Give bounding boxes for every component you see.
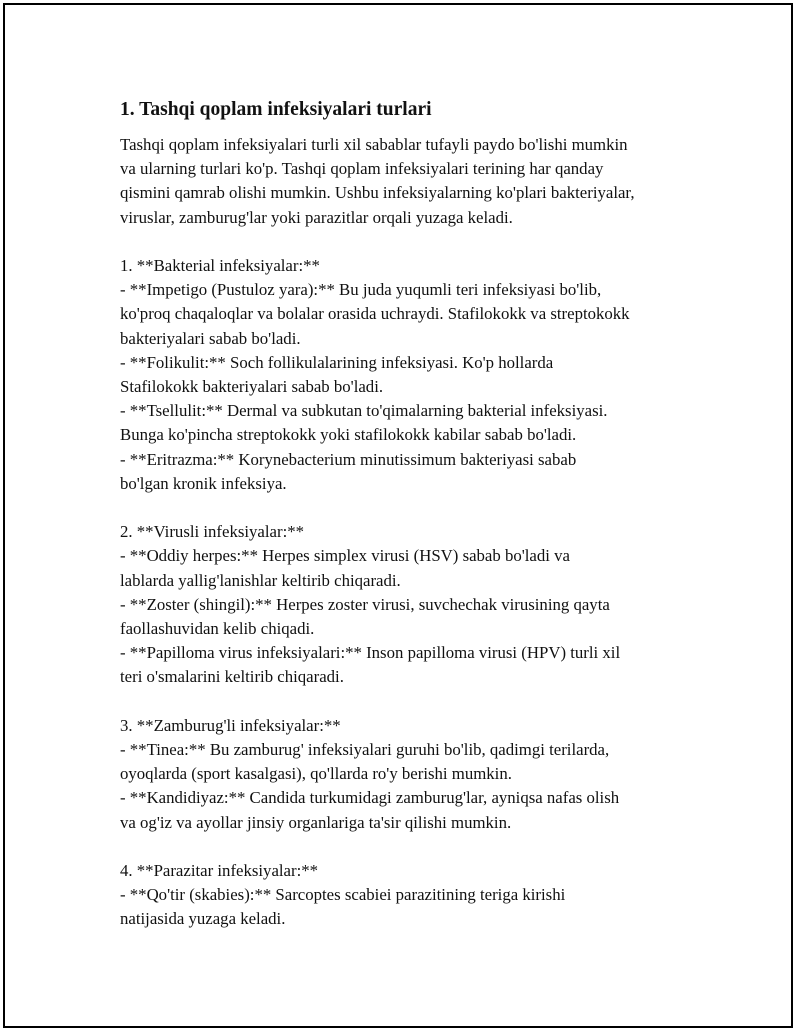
paragraph-gap xyxy=(120,230,720,254)
paragraph-gap xyxy=(120,496,720,520)
paragraph-gap xyxy=(120,690,720,714)
page-frame xyxy=(3,3,793,1028)
intro-paragraph: Tashqi qoplam infeksiyalari turli xil sabablar tufayli paydo bo'lishi mumkin va ularning turlari ko'p. Tashqi qoplam infeksiyalari terining har qanday qismini qamrab olishi mumkin. Ushbu infeksiyalarning ko'plari bakteriyalar, viruslar, zamburug'lar yoki parazitlar orqali yuzaga keladi. xyxy=(120,135,635,227)
document-body xyxy=(120,97,720,932)
section-fungal: 3. **Zamburug'li infeksiyalar:** - **Tinea:** Bu zamburug' infeksiyalari guruhi bo'lib, qadimgi terilarda, oyoqlarda (sport kasalgasi), qo'llarda ro'y berishi mumkin. - **Kandidiyaz:** Candida turkumidagi zamburug'lar, ayniqsa nafas olish va og'iz va ayollar jinsiy organlariga ta'sir qilishi mumkin. xyxy=(120,715,620,832)
section-parasitic: 4. **Parazitar infeksiyalar:** - **Qo'tir (skabies):** Sarcoptes scabiei parazitining teriga kirishi natijasida yuzaga keladi. xyxy=(120,861,566,929)
paragraph-gap xyxy=(120,835,720,859)
document-title: 1. Tashqi qoplam infeksiyalari turlari xyxy=(120,99,432,120)
section-bacterial: 1. **Bakterial infeksiyalar:** - **Impetigo (Pustuloz yara):** Bu juda yuqumli teri infeksiyasi bo'lib, ko'proq chaqaloqlar va bolalar orasida uchraydi. Stafilokokk va streptokokk bakteriyalari sabab bo'ladi. - **Folikulit:** Soch follikulalarining infeksiyasi. Ko'p hollarda Stafilokokk bakteriyalari sabab bo'ladi. - **Tsellulit:** Dermal va subkutan to'qimalarning bakterial infeksiyasi. Bunga ko'pincha streptokokk yoki stafilokokk kabilar sabab bo'ladi. - **Eritrazma:** Korynebacterium minutissimum bakteriyasi sabab bo'lgan kronik infeksiya. xyxy=(120,256,630,493)
section-viral: 2. **Virusli infeksiyalar:** - **Oddiy herpes:** Herpes simplex virusi (HSV) sabab bo'ladi va lablarda yallig'lanishlar keltirib chiqaradi. - **Zoster (shingil):** Herpes zoster virusi, suvchechak virusining qayta faollashuvidan kelib chiqadi. - **Papilloma virus infeksiyalari:** Inson papilloma virusi (HPV) turli xil teri o'smalarini keltirib chiqaradi. xyxy=(120,522,621,687)
